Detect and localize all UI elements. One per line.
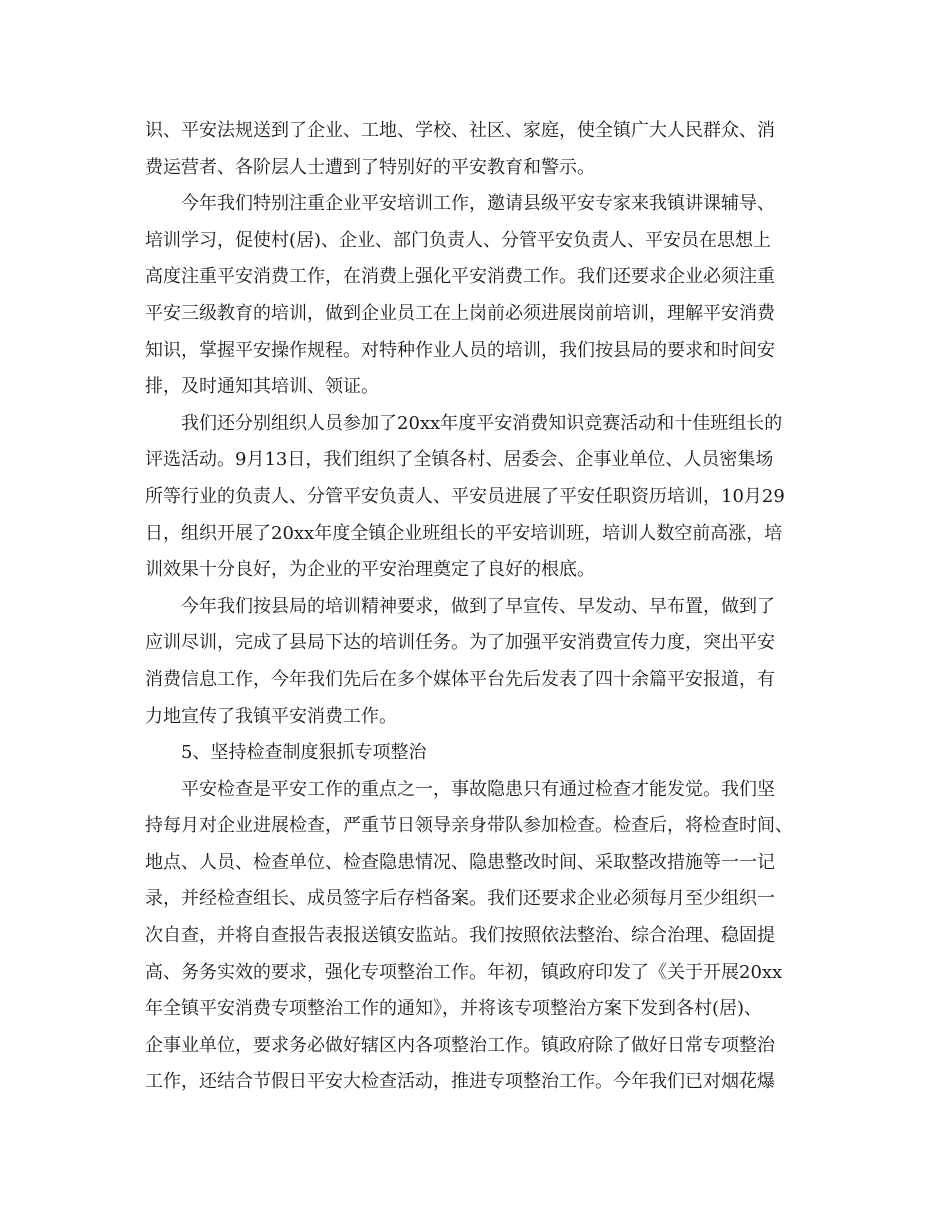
text-line: 排，及时通知其培训、领证。 <box>145 376 379 398</box>
text-line: 地点、人员、检查单位、检查隐患情况、隐患整改时间、采取整改措施等一一记 <box>145 851 775 873</box>
document-body <box>145 113 813 1101</box>
text-line: 培训学习，促使村(居)、企业、部门负责人、分管平安负责人、平安员在思想上 <box>145 229 772 251</box>
text-line: 年全镇平安消费专项整治工作的通知》，并将该专项整治方案下发到各村(居)、 <box>145 998 763 1020</box>
text-line: 持每月对企业进展检查，严重节日领导亲身带队参加检查。检查后，将检查时间、 <box>145 815 793 837</box>
text-line: 费运营者、各阶层人士遭到了特别好的平安教育和警示。 <box>145 156 595 178</box>
section-heading: 5、坚持检查制度狠抓专项整治 <box>181 742 427 764</box>
text-line: 高、务务实效的要求，强化专项整治工作。年初，镇政府印发了《关于开展20xx <box>145 961 783 983</box>
text-line: 所等行业的负责人、分管平安负责人、平安员进展了平安任职资历培训，10月29 <box>145 485 785 507</box>
text-line: 力地宣传了我镇平安消费工作。 <box>145 705 397 727</box>
text-line: 平安三级教育的培训，做到企业员工在上岗前必须进展岗前培训，理解平安消费 <box>145 302 775 324</box>
paragraph-start-line: 今年我们特别注重企业平安培训工作，邀请县级平安专家来我镇讲课辅导、 <box>181 193 775 215</box>
text-line: 次自查，并将自查报告表报送镇安监站。我们按照依法整治、综合治理、稳固提 <box>145 925 775 947</box>
paragraph-start-line: 我们还分别组织人员参加了20xx年度平安消费知识竞赛活动和十佳班组长的 <box>181 412 783 434</box>
text-line: 录，并经检查组长、成员签字后存档备案。我们还要求企业必须每月至少组织一 <box>145 888 775 910</box>
text-line: 知识，掌握平安操作规程。对特种作业人员的培训，我们按县局的要求和时间安 <box>145 339 775 361</box>
text-line: 评选活动。9月13日，我们组织了全镇各村、居委会、企事业单位、人员密集场 <box>145 449 774 471</box>
text-line: 应训尽训，完成了县局下达的培训任务。为了加强平安消费宣传力度，突出平安 <box>145 632 775 654</box>
text-line: 工作，还结合节假日平安大检查活动，推进专项整治工作。今年我们已对烟花爆 <box>145 1071 775 1093</box>
text-line: 训效果十分良好，为企业的平安治理奠定了良好的根底。 <box>145 559 595 581</box>
paragraph-start-line: 平安检查是平安工作的重点之一，事故隐患只有通过检查才能发觉。我们坚 <box>181 778 775 800</box>
text-line: 识、平安法规送到了企业、工地、学校、社区、家庭，使全镇广大人民群众、消 <box>145 120 775 141</box>
text-line: 企事业单位，要求务必做好辖区内各项整治工作。镇政府除了做好日常专项整治 <box>145 1034 775 1056</box>
text-line: 消费信息工作，今年我们先后在多个媒体平台先后发表了四十余篇平安报道，有 <box>145 668 775 690</box>
text-line: 高度注重平安消费工作，在消费上强化平安消费工作。我们还要求企业必须注重 <box>145 266 775 288</box>
text-line: 日，组织开展了20xx年度全镇企业班组长的平安培训班，培训人数空前高涨，培 <box>145 522 783 544</box>
paragraph-start-line: 今年我们按县局的培训精神要求，做到了早宣传、早发动、早布置，做到了 <box>181 595 775 617</box>
